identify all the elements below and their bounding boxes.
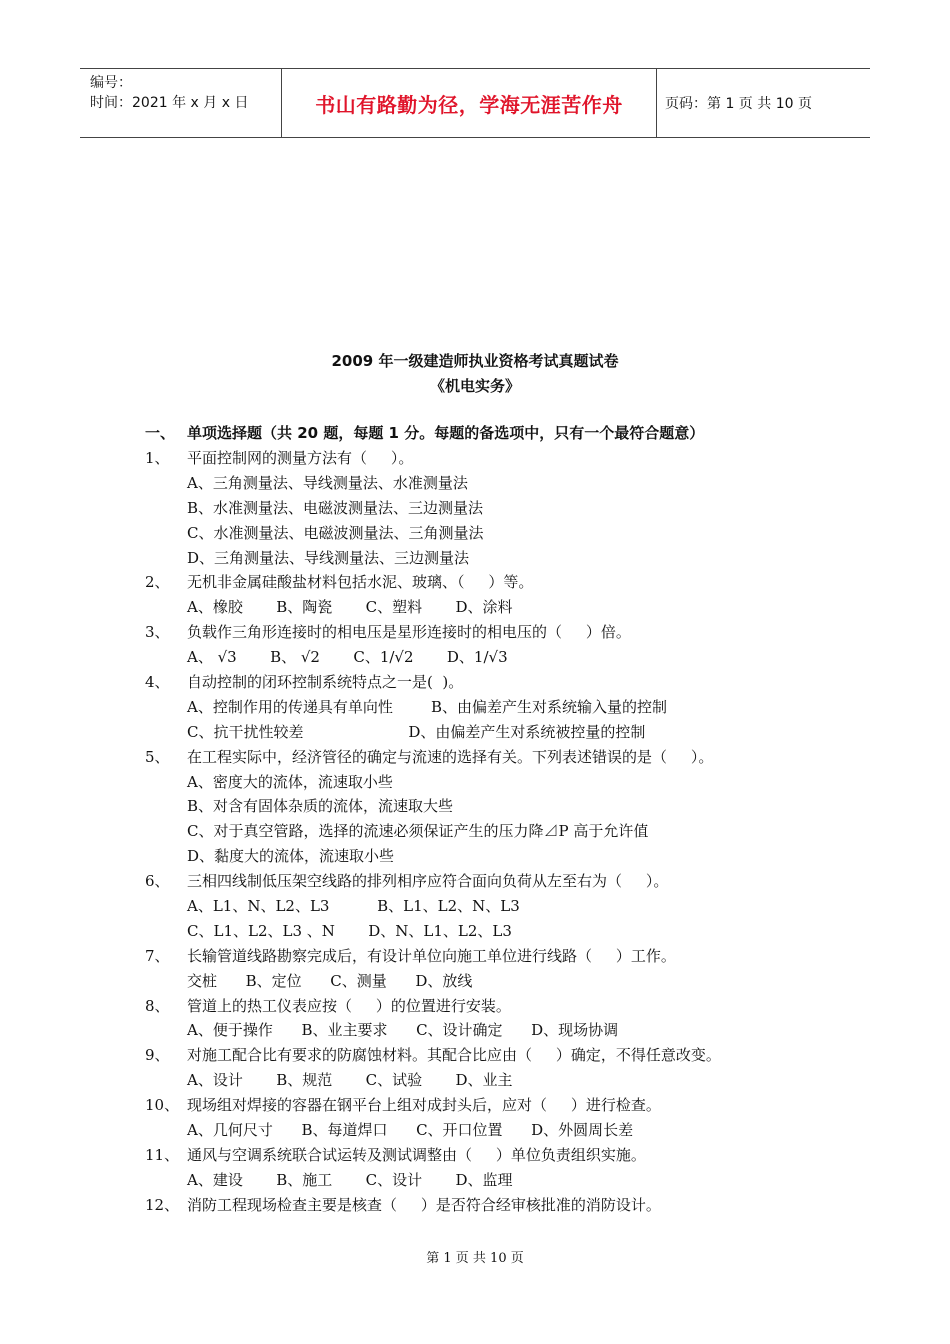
answer-option: A、便于操作 B、业主要求 C、设计确定 D、现场协调 xyxy=(187,1021,619,1040)
page-footer: 第 1 页 共 10 页 xyxy=(426,1251,524,1266)
answer-option: B、对含有固体杂质的流体，流速取大些 xyxy=(187,797,454,816)
answer-option: B、水准测量法、电磁波测量法、三边测量法 xyxy=(187,498,484,517)
question-text: 长输管道线路勘察完成后，有设计单位向施工单位进行线路（ ）工作。 xyxy=(187,946,676,965)
question-text: 三相四线制低压架空线路的排列相序应符合面向负荷从左至右为（ ）。 xyxy=(187,872,669,891)
answer-option: D、三角测量法、导线测量法、三边测量法 xyxy=(187,548,470,567)
question-text: 平面控制网的测量方法有（ ）。 xyxy=(187,449,414,467)
question-number: 2、 xyxy=(145,573,170,592)
answer-option: A、建设 B、施工 C、设计 D、监理 xyxy=(187,1170,513,1189)
answer-option: A、L1、N、L2、L3 B、L1、L2、N、L3 xyxy=(187,897,520,916)
question-text: 通风与空调系统联合试运转及测试调整由（ ）单位负责组织实施。 xyxy=(187,1145,646,1164)
question-text: 无机非金属硅酸盐材料包括水泥、玻璃、（ ）等。 xyxy=(187,573,534,592)
question-text: 在工程实际中，经济管径的确定与流速的选择有关。下列表述错误的是（ ）。 xyxy=(187,747,714,766)
answer-option: D、黏度大的流体，流速取小些 xyxy=(187,847,395,866)
question-number: 7、 xyxy=(145,946,170,965)
question-item xyxy=(145,1093,845,1118)
answer-option: 交桩 B、定位 C、测量 D、放线 xyxy=(187,971,473,990)
question-text: 自动控制的闭环控制系统特点之一是( )。 xyxy=(187,673,464,692)
answer-option: A、设计 B、规范 C、试验 D、业主 xyxy=(187,1071,513,1090)
header-motto: 书山有路勤为径，学海无涯苦作舟 xyxy=(282,69,657,137)
document-subtitle: 《机电实务》 xyxy=(429,377,520,395)
header-meta xyxy=(80,69,282,137)
question-item xyxy=(145,1043,845,1068)
header-page-info: 页码：第 1 页 共 10 页 xyxy=(665,96,812,112)
document-title: 2009 年一级建造师执业资格考试真题试卷 xyxy=(331,352,619,370)
answer-option: A、橡胶 B、陶瓷 C、塑料 D、涂料 xyxy=(187,598,513,617)
question-number: 11、 xyxy=(145,1145,180,1164)
question-number: 8、 xyxy=(145,996,170,1015)
question-number: 9、 xyxy=(145,1046,170,1065)
section-number: 一、 xyxy=(145,424,176,442)
question-item xyxy=(145,446,845,471)
question-item xyxy=(145,1143,845,1168)
question-number: 12、 xyxy=(145,1195,180,1214)
document-number-label: 编号： xyxy=(90,75,132,91)
answer-option: A、 √3 B、 √2 C、1/√2 D、1/√3 xyxy=(187,648,508,667)
question-text: 管道上的热工仪表应按（ ）的位置进行安装。 xyxy=(187,996,511,1015)
question-item xyxy=(145,570,845,595)
page-header xyxy=(80,68,870,138)
question-item xyxy=(145,620,845,645)
question-list xyxy=(145,446,845,1218)
question-item xyxy=(145,745,845,770)
question-item xyxy=(145,1193,845,1218)
question-text: 消防工程现场检查主要是核查（ ）是否符合经审核批准的消防设计。 xyxy=(187,1195,661,1214)
question-item xyxy=(145,869,845,894)
question-number: 6、 xyxy=(145,872,170,891)
question-number: 10、 xyxy=(145,1096,180,1115)
answer-option: A、三角测量法、导线测量法、水准测量法 xyxy=(187,473,468,492)
section-heading xyxy=(145,422,704,443)
question-text: 对施工配合比有要求的防腐蚀材料。其配合比应由（ ）确定，不得任意改变。 xyxy=(187,1046,721,1065)
question-item xyxy=(145,670,845,695)
section-title: 单项选择题（共 20 题，每题 1 分。每题的备选项中，只有一个最符合题意） xyxy=(187,424,705,442)
answer-option: A、控制作用的传递具有单向性 B、由偏差产生对系统输入量的控制 xyxy=(187,697,668,716)
question-item xyxy=(145,994,845,1019)
answer-option: A、几何尺寸 B、每道焊口 C、开口位置 D、外圆周长差 xyxy=(187,1121,634,1140)
answer-option: A、密度大的流体，流速取小些 xyxy=(187,772,393,791)
answer-option: C、L1、L2、L3 、N D、N、L1、L2、L3 xyxy=(187,921,512,940)
question-text: 负载作三角形连接时的相电压是星形连接时的相电压的（ ）倍。 xyxy=(187,623,631,642)
question-number: 1、 xyxy=(145,449,170,467)
question-text: 现场组对焊接的容器在钢平台上组对成封头后，应对（ ）进行检查。 xyxy=(187,1096,661,1115)
answer-option: C、对于真空管路，选择的流速必须保证产生的压力降⊿P 高于允许值 xyxy=(187,822,649,841)
question-item xyxy=(145,944,845,969)
question-number: 4、 xyxy=(145,673,170,692)
document-date: 时间：2021 年 x 月 x 日 xyxy=(90,95,249,111)
answer-option: C、抗干扰性较差 D、由偏差产生对系统被控量的控制 xyxy=(187,722,646,741)
question-number: 3、 xyxy=(145,623,170,642)
question-number: 5、 xyxy=(145,747,170,766)
answer-option: C、水准测量法、电磁波测量法、三角测量法 xyxy=(187,523,484,542)
